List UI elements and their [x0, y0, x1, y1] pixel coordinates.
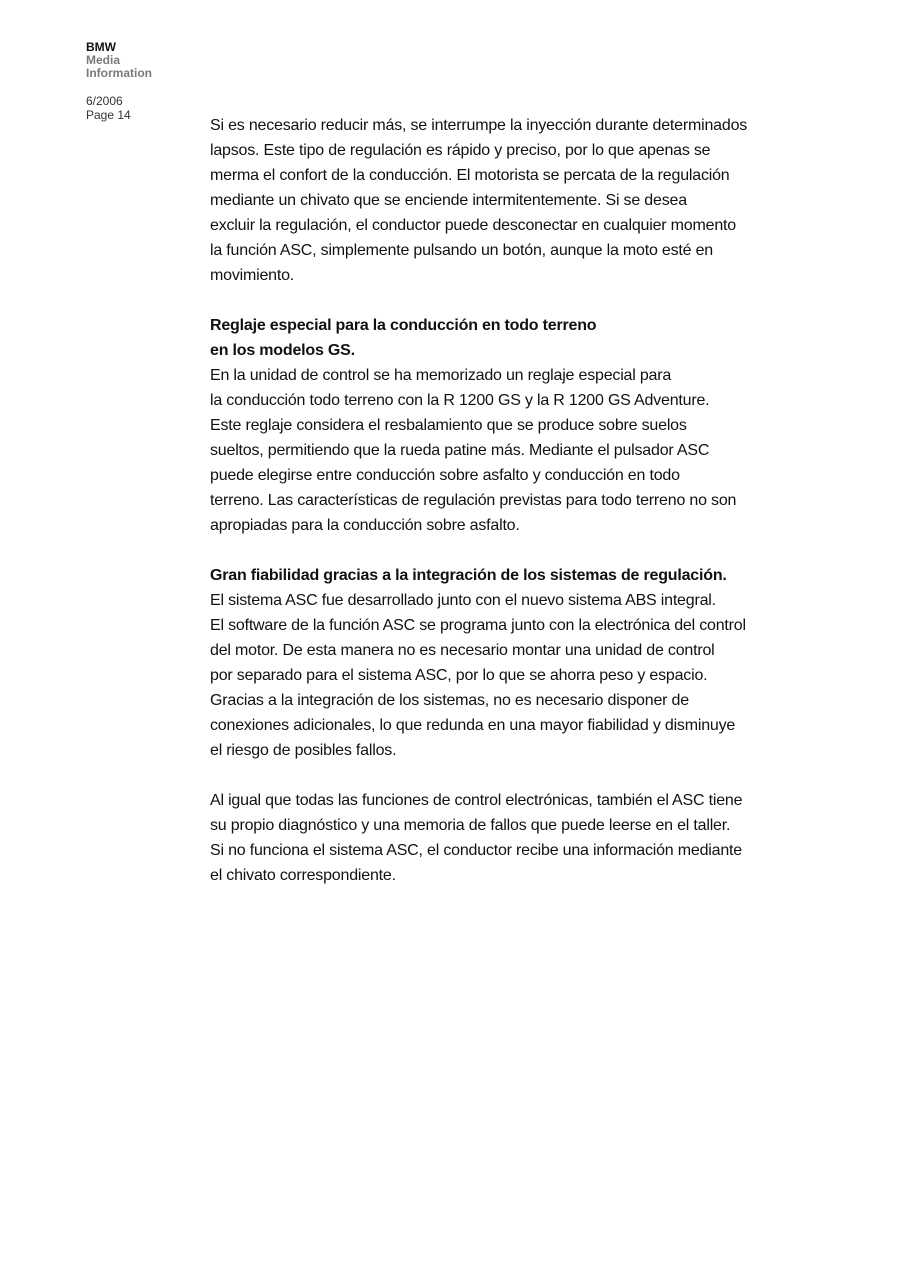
paragraph-line: apropiadas para la conducción sobre asfalto. [210, 517, 520, 534]
paragraph-line: el chivato correspondiente. [210, 867, 396, 884]
paragraph-line: El sistema ASC fue desarrollado junto con el nuevo sistema ABS integral. [210, 592, 716, 609]
document-date: 6/2006 [86, 94, 123, 108]
paragraph-line: lapsos. Este tipo de regulación es rápido y preciso, por lo que apenas se [210, 142, 711, 159]
paragraph-line: del motor. De esta manera no es necesario montar una unidad de control [210, 642, 715, 659]
document-body [210, 113, 780, 913]
paragraph-line: por separado para el sistema ASC, por lo que se ahorra peso y espacio. [210, 667, 708, 684]
paragraph-line: mediante un chivato que se enciende intermitentemente. Si se desea [210, 192, 687, 209]
section-heading-line: Reglaje especial para la conducción en todo terreno [210, 317, 597, 334]
paragraph-line: Si no funciona el sistema ASC, el conductor recibe una información mediante [210, 842, 742, 859]
paragraph-line: merma el confort de la conducción. El motorista se percata de la regulación [210, 167, 730, 184]
paragraph-line: Si es necesario reducir más, se interrumpe la inyección durante determinados [210, 117, 748, 134]
paragraph-line: Este reglaje considera el resbalamiento que se produce sobre suelos [210, 417, 687, 434]
paragraph-line: movimiento. [210, 267, 295, 284]
paragraph-line: la conducción todo terreno con la R 1200 GS y la R 1200 GS Adventure. [210, 392, 710, 409]
paragraph-line: conexiones adicionales, lo que redunda en una mayor fiabilidad y disminuye [210, 717, 736, 734]
brand-sub-information: Information [86, 66, 152, 80]
paragraph-line: su propio diagnóstico y una memoria de fallos que puede leerse en el taller. [210, 817, 731, 834]
section-heading-line: Gran fiabilidad gracias a la integración de los sistemas de regulación. [210, 567, 727, 584]
page-number: Page 14 [86, 108, 131, 122]
paragraph-line: sueltos, permitiendo que la rueda patine más. Mediante el pulsador ASC [210, 442, 710, 459]
paragraph-line: Gracias a la integración de los sistemas, no es necesario disponer de [210, 692, 689, 709]
text-section [210, 563, 780, 763]
text-section [210, 788, 780, 888]
paragraph-line: En la unidad de control se ha memorizado un reglaje especial para [210, 367, 672, 384]
section-heading-line: en los modelos GS. [210, 342, 355, 359]
paragraph-line: el riesgo de posibles fallos. [210, 742, 397, 759]
paragraph-line: terreno. Las características de regulación previstas para todo terreno no son [210, 492, 737, 509]
paragraph-line: la función ASC, simplemente pulsando un botón, aunque la moto esté en [210, 242, 713, 259]
paragraph-line: Al igual que todas las funciones de control electrónicas, también el ASC tiene [210, 792, 743, 809]
brand-name: BMW [86, 40, 116, 54]
paragraph-line: puede elegirse entre conducción sobre asfalto y conducción en todo [210, 467, 680, 484]
text-section [210, 313, 780, 538]
text-section [210, 113, 780, 288]
paragraph-line: excluir la regulación, el conductor puede desconectar en cualquier momento [210, 217, 736, 234]
document-header [86, 41, 196, 122]
paragraph-line: El software de la función ASC se programa junto con la electrónica del control [210, 617, 746, 634]
document-meta [86, 94, 196, 122]
brand-sub-media: Media [86, 53, 121, 67]
